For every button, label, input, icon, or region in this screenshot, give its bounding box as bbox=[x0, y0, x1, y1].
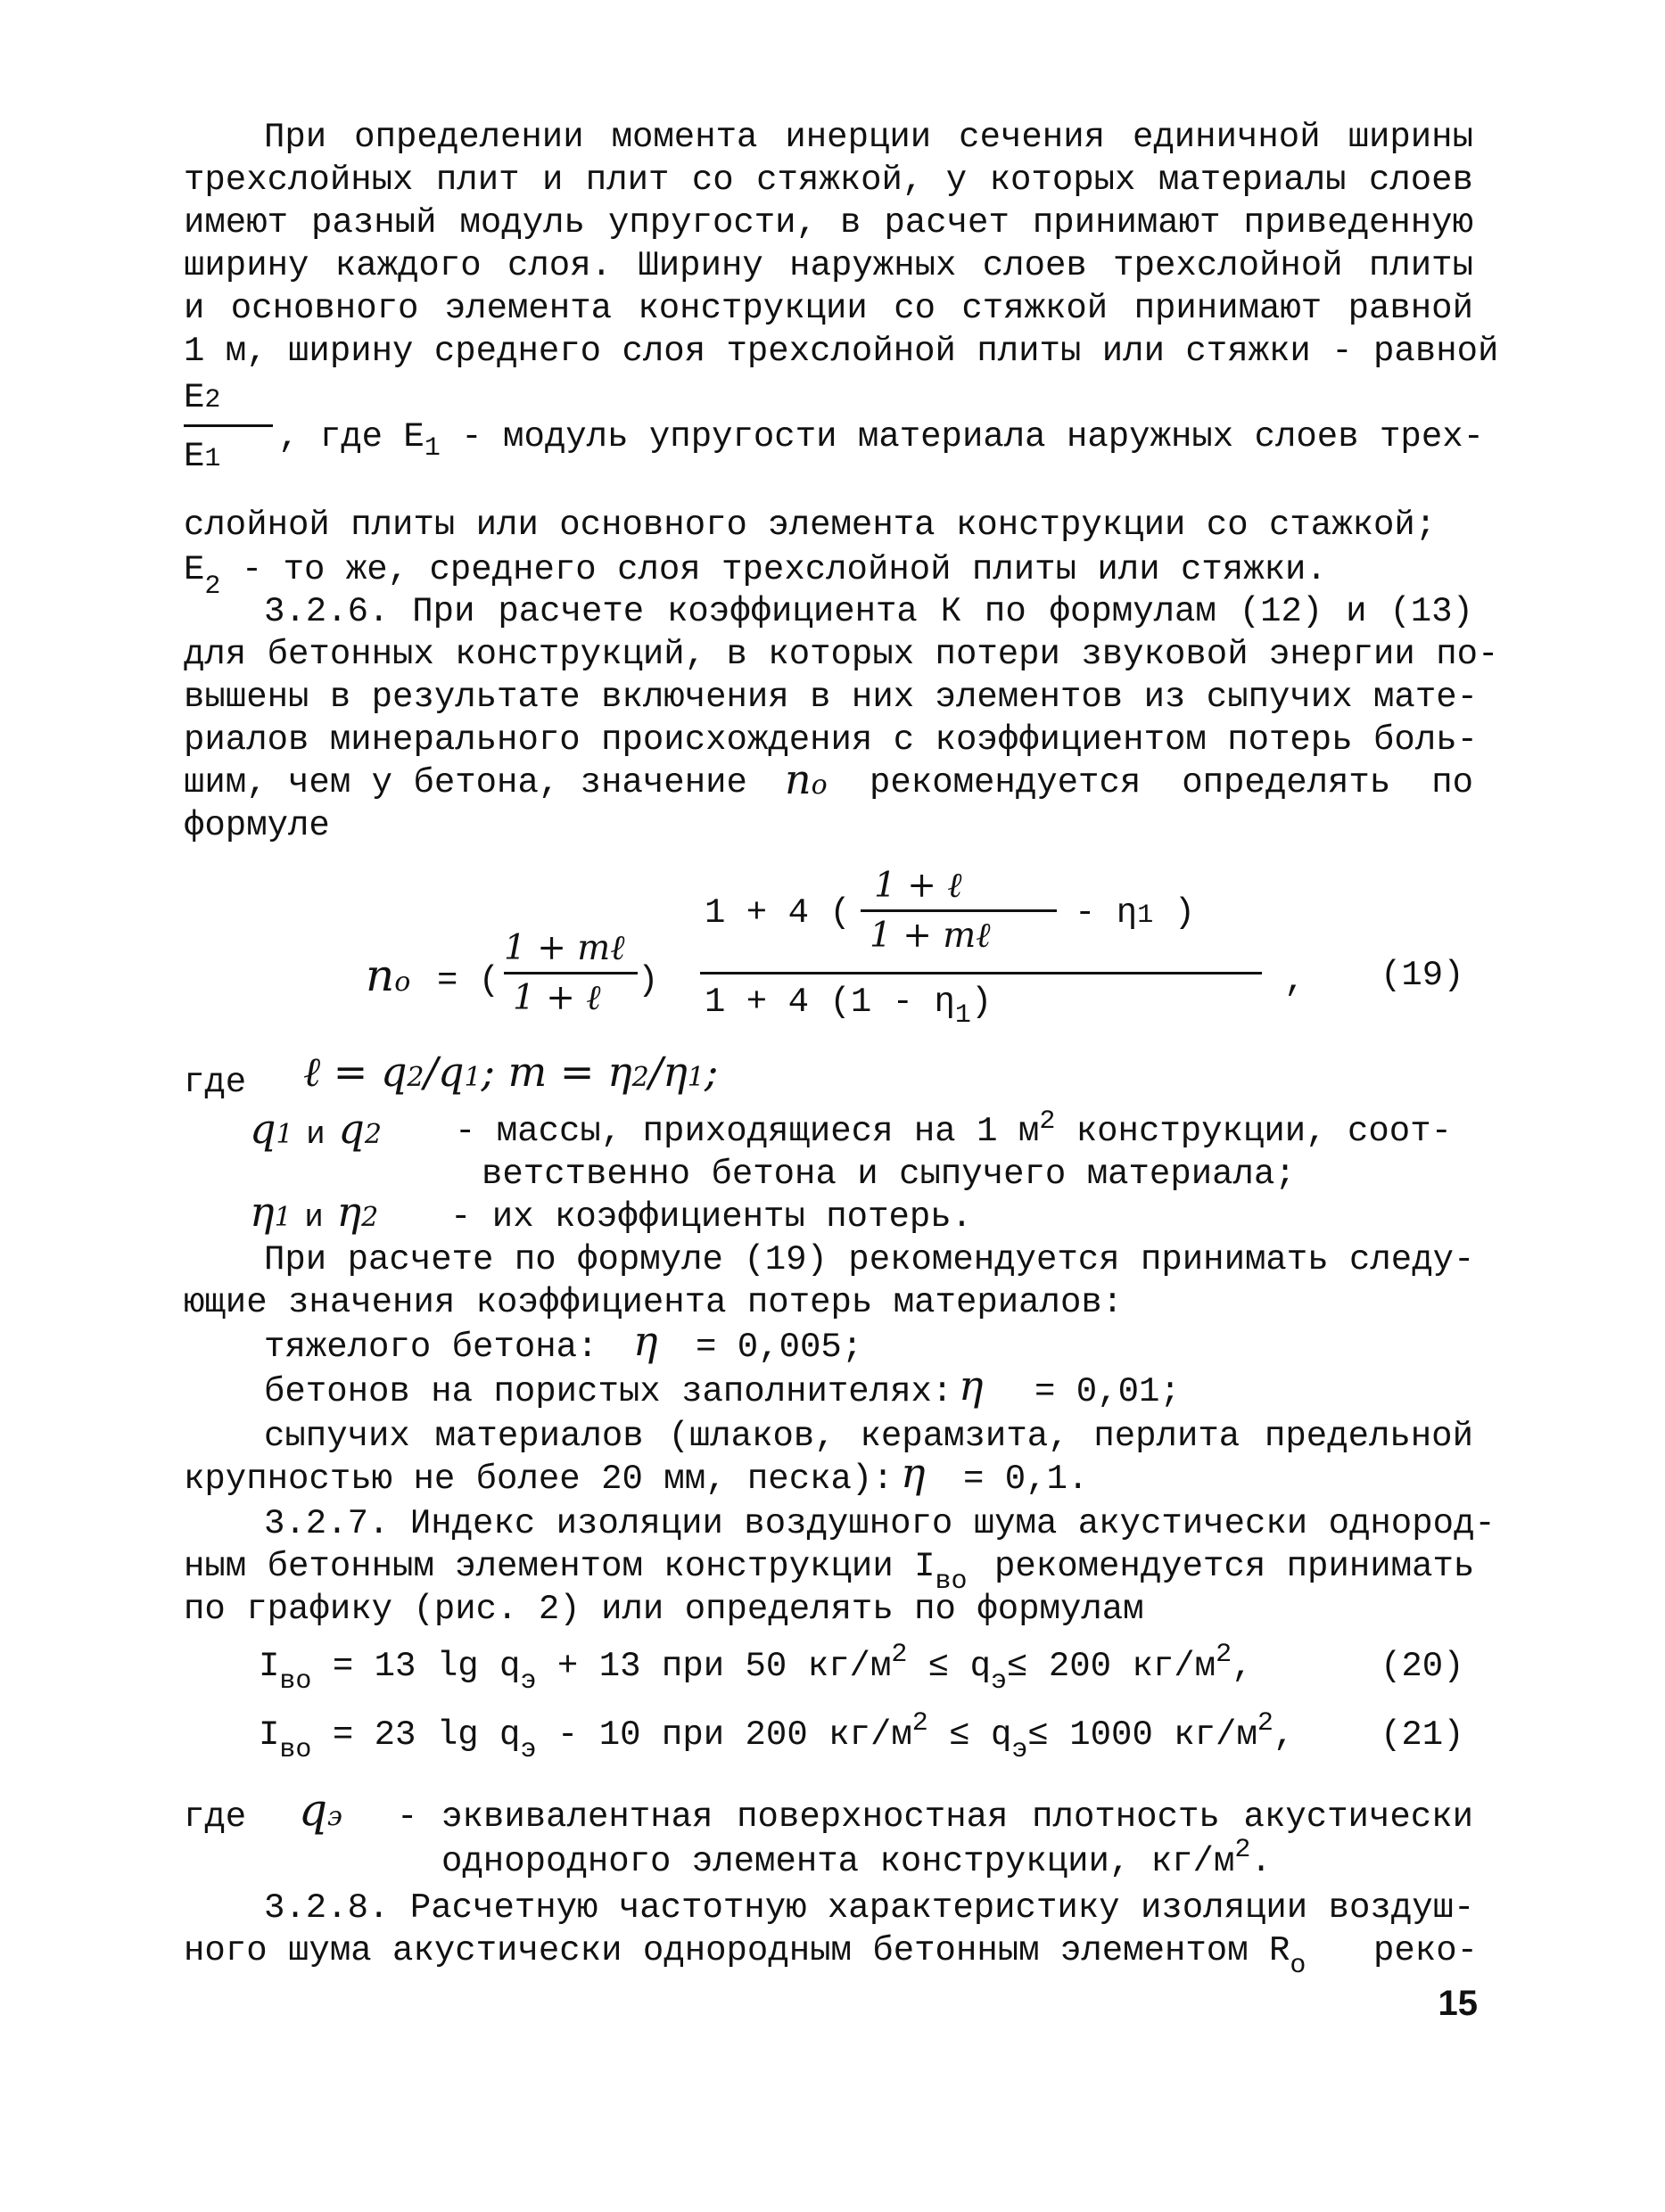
section-326-line: 3.2.6. При расчете коэффициента К по формулам (12) и (13) bbox=[264, 592, 1473, 631]
where-label: где bbox=[184, 1063, 247, 1102]
ratio-description: , где $E_1$ - модуль упругости материала наружных слоев трех- bbox=[278, 417, 1485, 464]
f19-eq: = ( bbox=[437, 961, 500, 1000]
q-definition-line2: ветственно бетона и сыпучего материала; bbox=[482, 1155, 1296, 1194]
section-327-line: рекомендуется принимать bbox=[994, 1547, 1475, 1586]
f19-num-b: - η1 ) bbox=[1075, 893, 1196, 933]
section-326-line: для бетонных конструкций, в которых потери звуковой энергии по- bbox=[184, 635, 1499, 674]
loss-intro-line: При расчете по формуле (19) рекомендуется принимать следу- bbox=[264, 1240, 1475, 1279]
q-e-symbol: qэ bbox=[299, 1784, 342, 1836]
section-327-line: по графику (рис. 2) или определять по формулам bbox=[184, 1590, 1144, 1629]
f19-small-num: 1 + mℓ bbox=[504, 928, 625, 968]
where-label: где bbox=[184, 1797, 247, 1837]
q-e-definition-line1: - эквивалентная поверхностная плотность акустически bbox=[397, 1797, 1473, 1837]
paragraph-line: При определении момента инерции сечения единичной ширины bbox=[264, 118, 1473, 157]
paragraph-line: трехслойных плит и плит со стяжкой, у которых материалы слоев bbox=[184, 160, 1473, 200]
loss-heavy-concrete-symbol: η bbox=[633, 1317, 658, 1365]
q1-q2-symbols: q1 и q2 bbox=[250, 1105, 382, 1153]
loss-loose-line2: крупностью не более 20 мм, песка): bbox=[184, 1460, 894, 1499]
ratio-numerator: E2 bbox=[184, 378, 221, 417]
formula-20: $I_{во} = 13$ $\lg q_э + 13$ при 50 $кг/м^2 \le q_э\le 200$ $кг/м^2$, bbox=[259, 1640, 1253, 1697]
q-definition-line1: - массы, приходящиеся на 1 $м^2$ конструкции, соот- bbox=[455, 1106, 1453, 1151]
e2-definition: $E_2$ - то же, среднего слоя трехслойной плиты или стяжки. bbox=[184, 550, 1327, 602]
paragraph-line: слойной плиты или основного элемента конструкции со стажкой; bbox=[184, 506, 1437, 545]
f19-inner-bar bbox=[861, 909, 1057, 912]
f19-inner-num: 1 + ℓ bbox=[874, 866, 962, 906]
eta-definition: - их коэффициенты потерь. bbox=[450, 1197, 973, 1237]
loss-loose-line1: сыпучих материалов (шлаков, керамзита, перлита предельной bbox=[264, 1417, 1473, 1456]
section-327-line: ным бетонным элементом конструкции $I_{во}$ bbox=[184, 1547, 968, 1597]
f19-inner-den: 1 + mℓ bbox=[870, 916, 991, 956]
f19-den: 1 + 4 $(1 - \eta_1)$ bbox=[705, 983, 993, 1031]
section-327-line: 3.2.7. Индекс изоляции воздушного шума акустически однород- bbox=[264, 1504, 1496, 1543]
n0-symbol: no bbox=[785, 755, 828, 803]
loss-porous-value: = 0,01; bbox=[1034, 1372, 1181, 1411]
loss-heavy-concrete-label: тяжелого бетона: bbox=[264, 1328, 598, 1367]
f19-main-bar bbox=[700, 972, 1262, 974]
loss-heavy-concrete-value: = 0,005; bbox=[696, 1328, 863, 1367]
ratio-bar bbox=[184, 424, 273, 427]
page-number: 15 bbox=[1438, 1984, 1478, 2023]
paragraph-line: имеют разный модуль упругости, в расчет принимают приведенную bbox=[184, 203, 1473, 243]
section-326-rest: рекомендуется определять по bbox=[870, 763, 1473, 802]
paragraph-line: ширину каждого слоя. Ширину наружных слоев трехслойной плиты bbox=[184, 246, 1473, 285]
eta-symbols: η1 и η2 bbox=[250, 1188, 379, 1236]
section-326-line: риалов минерального происхождения с коэффициентом потерь боль- bbox=[184, 720, 1479, 760]
formula-word: формуле bbox=[184, 806, 330, 845]
formula-21: $I_{во} = 23$ $\lg q_э - 10$ при 200 $кг/м^2 \le q_э\le 1000$ $кг/м^2$, bbox=[259, 1708, 1295, 1765]
q-e-definition-line2: однородного элемента конструкции, $кг/м^2$. bbox=[441, 1835, 1272, 1881]
section-326-line: шим, чем у бетона, значение bbox=[184, 763, 747, 802]
f19-lhs: no bbox=[366, 950, 411, 1001]
section-326-line: вышены в результате включения в них элементов из сыпучих мате- bbox=[184, 678, 1479, 717]
loss-loose-symbol: η bbox=[901, 1449, 926, 1497]
section-328-end: реко- bbox=[1373, 1931, 1479, 1970]
f19-comma: , bbox=[1284, 961, 1306, 1000]
loss-porous-symbol: η bbox=[959, 1361, 984, 1410]
l-m-definition: ℓ = q2/q1; m = η2/η1; bbox=[303, 1048, 719, 1096]
formula-21-number: (21) bbox=[1381, 1715, 1464, 1755]
loss-loose-value: = 0,1. bbox=[963, 1460, 1089, 1499]
f19-number: (19) bbox=[1381, 956, 1464, 995]
section-328-line: ного шума акустически однородным бетонным элементом $R_о$ bbox=[184, 1931, 1306, 1981]
f19-small-bar bbox=[504, 972, 638, 974]
ratio-denominator: E1 bbox=[184, 437, 221, 476]
loss-intro-line: ющие значения коэффициента потерь материалов: bbox=[184, 1283, 1124, 1322]
formula-20-number: (20) bbox=[1381, 1647, 1464, 1686]
section-328-line: 3.2.8. Расчетную частотную характеристику изоляции воздуш- bbox=[264, 1888, 1475, 1928]
loss-porous-label: бетонов на пористых заполнителях: bbox=[264, 1372, 953, 1411]
f19-small-den: 1 + ℓ bbox=[513, 978, 601, 1018]
paragraph-line: и основного элемента конструкции со стяжкой принимают равной bbox=[184, 289, 1473, 328]
paragraph-line: 1 м, ширину среднего слоя трехслойной плиты или стяжки - равной bbox=[184, 332, 1499, 371]
f19-num-a: 1 + 4 ( bbox=[705, 893, 851, 933]
f19-close: ) bbox=[638, 961, 659, 1000]
